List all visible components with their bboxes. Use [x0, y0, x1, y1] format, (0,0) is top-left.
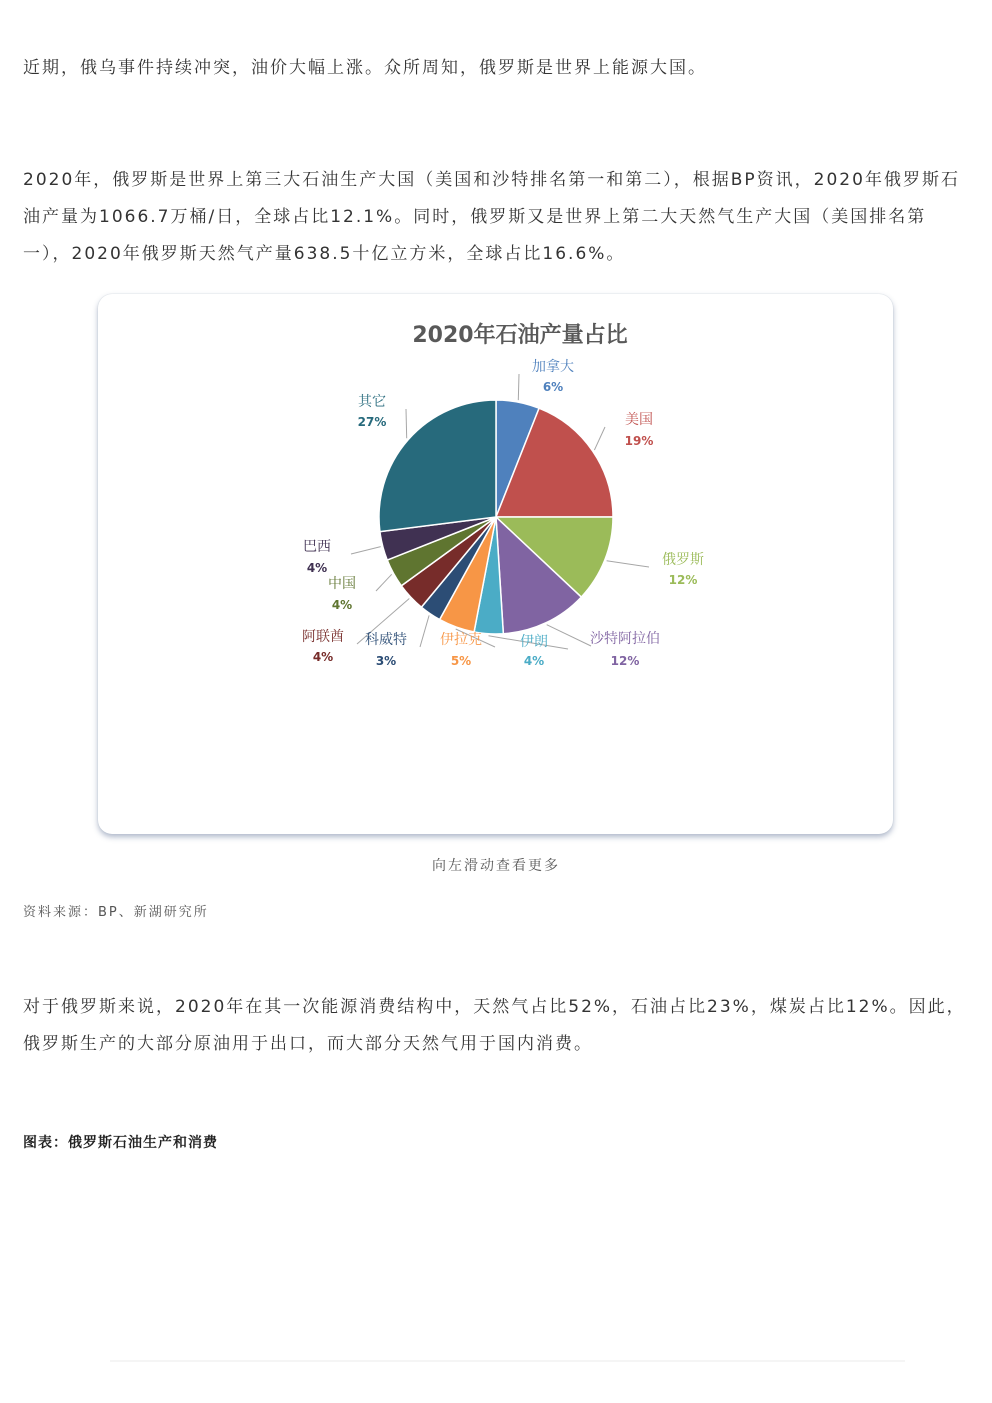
- slice-percent-2: 12%: [668, 573, 698, 587]
- consumption-paragraph: 对于俄罗斯来说，2020年在其一次能源消费结构中，天然气占比52%，石油占比23%，煤炭占比12%。因此，俄罗斯生产的大部分原油用于出口，而大部分天然气用于国内消费。: [23, 997, 966, 1054]
- leader-line-0: [518, 374, 519, 400]
- leader-line-2: [607, 561, 649, 567]
- figure-caption: 图表：俄罗斯石油生产和消费: [23, 1135, 218, 1151]
- slice-label-7: 阿联酋: [302, 629, 344, 645]
- slice-percent-1: 19%: [624, 434, 654, 448]
- leader-line-1: [594, 427, 605, 450]
- slice-percent-0: 6%: [542, 380, 564, 394]
- pie-slice-10: [379, 400, 496, 532]
- slice-label-6: 科威特: [365, 632, 407, 648]
- slice-label-10: 其它: [358, 394, 386, 410]
- slice-percent-3: 12%: [610, 654, 640, 668]
- production-paragraph: 2020年，俄罗斯是世界上第三大石油生产大国（美国和沙特排名第一和第二），根据BP资讯，2020年俄罗斯石油产量为1066.7万桶/日，全球占比12.1%。同时，俄罗斯又是世界上第二大天然气生产大国（美国排名第一），2020年俄罗斯天然气产量638.5十亿立方米，全球占比16.6%。: [23, 170, 960, 264]
- slice-label-1: 美国: [625, 412, 653, 428]
- slice-label-9: 巴西: [303, 539, 331, 555]
- leader-line-6: [420, 615, 429, 647]
- slice-percent-4: 4%: [523, 654, 545, 668]
- slice-percent-6: 3%: [375, 654, 397, 668]
- swipe-hint: 向左滑动查看更多: [432, 858, 560, 874]
- chart-title: 2020年石油产量占比: [412, 323, 628, 348]
- leader-line-10: [406, 409, 407, 438]
- slice-percent-7: 4%: [312, 650, 334, 664]
- pie-chart: [98, 294, 893, 834]
- slice-label-5: 伊拉克: [440, 632, 482, 648]
- slice-percent-9: 4%: [306, 561, 328, 575]
- slice-label-2: 俄罗斯: [662, 552, 704, 568]
- slice-label-3: 沙特阿拉伯: [590, 631, 660, 647]
- slice-percent-8: 4%: [331, 598, 353, 612]
- slice-label-0: 加拿大: [532, 359, 574, 375]
- slice-label-8: 中国: [328, 576, 356, 592]
- slice-label-4: 伊朗: [520, 634, 548, 650]
- slice-percent-5: 5%: [450, 654, 472, 668]
- leader-line-8: [376, 574, 392, 591]
- chart-card[interactable]: [98, 294, 893, 834]
- source-note: 资料来源：BP、新湖研究所: [23, 905, 209, 920]
- divider: [110, 1360, 905, 1362]
- leader-line-3: [547, 625, 591, 646]
- leader-line-9: [351, 547, 381, 554]
- intro-paragraph: 近期，俄乌事件持续冲突，油价大幅上涨。众所周知，俄罗斯是世界上能源大国。: [23, 58, 707, 78]
- slice-percent-10: 27%: [357, 415, 387, 429]
